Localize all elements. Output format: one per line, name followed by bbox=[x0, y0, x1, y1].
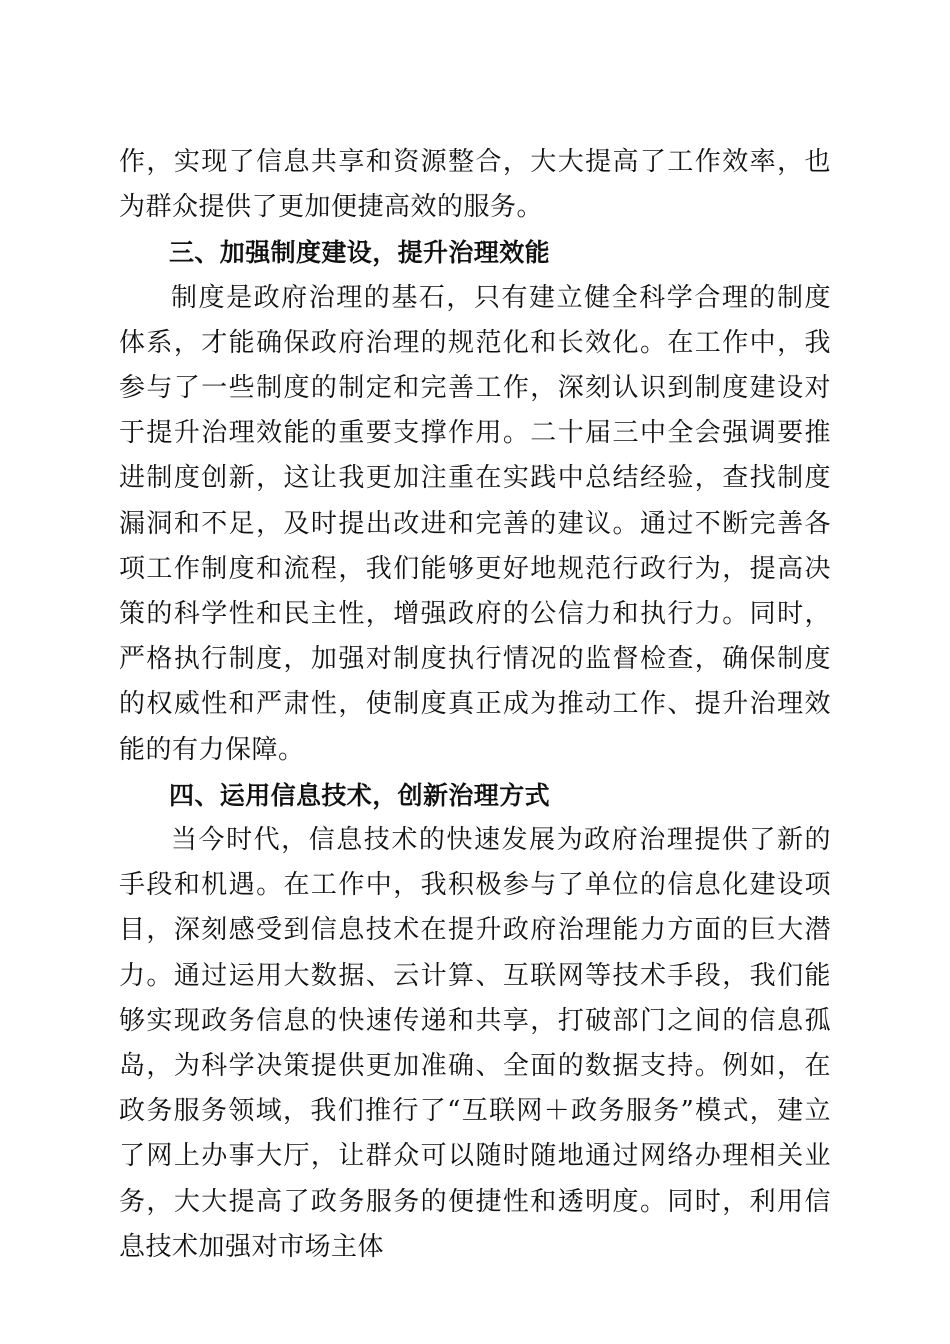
document-body bbox=[119, 140, 831, 1270]
continued-paragraph: 作，实现了信息共享和资源整合，大大提高了工作效率，也为群众提供了更加便捷高效的服务。 bbox=[119, 147, 831, 223]
section-heading-3: 三、加强制度建设，提升治理效能 bbox=[169, 238, 551, 268]
paragraph-information-technology: 当今时代，信息技术的快速发展为政府治理提供了新的手段和机遇。在工作中，我积极参与了单位的信息化建设项目，深刻感受到信息技术在提升政府治理能力方面的巨大潜力。通过运用大数据、云计算、互联网等技术手段，我们能够实现政务信息的快速传递和共享，打破部门之间的信息孤岛，为科学决策提供更加准确、全面的数据支持。例如，在政务服务领域，我们推行了“互联网＋政务服务”模式，建立了网上办事大厅，让群众可以随时随地通过网络办理相关业务，大大提高了政务服务的便捷性和透明度。同时，利用信息技术加强对市场主体 bbox=[119, 825, 831, 1262]
section-heading-4: 四、运用信息技术，创新治理方式 bbox=[169, 780, 551, 810]
paragraph-institutional-building: 制度是政府治理的基石，只有建立健全科学合理的制度体系，才能确保政府治理的规范化和长效化。在工作中，我参与了一些制度的制定和完善工作，深刻认识到制度建设对于提升治理效能的重要支撑作用。二十届三中全会强调要推进制度创新，这让我更加注重在实践中总结经验，查找制度漏洞和不足，及时提出改进和完善的建议。通过不断完善各项工作制度和流程，我们能够更好地规范行政行为，提高决策的科学性和民主性，增强政府的公信力和执行力。同时，严格执行制度，加强对制度执行情况的监督检查，确保制度的权威性和严肃性，使制度真正成为推动工作、提升治理效能的有力保障。 bbox=[119, 282, 831, 765]
